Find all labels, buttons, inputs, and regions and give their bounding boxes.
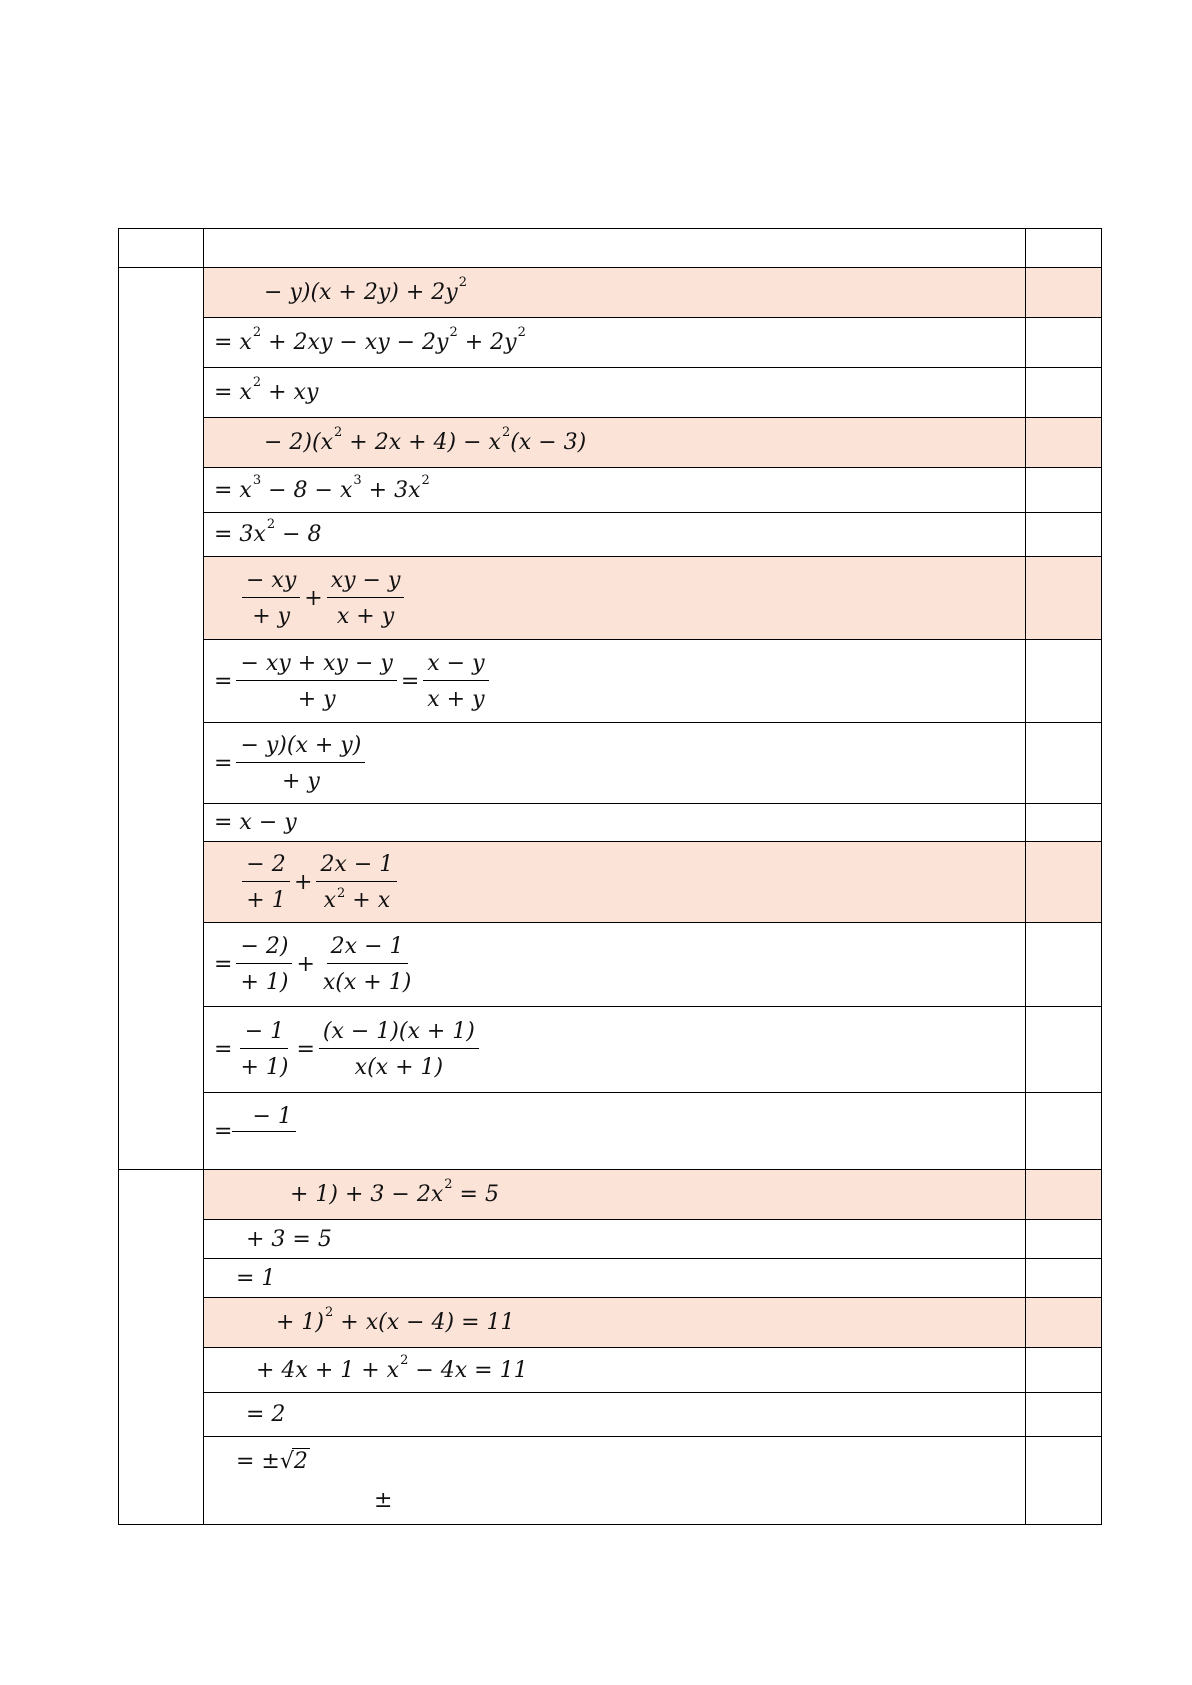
score-cell [1026, 1348, 1102, 1393]
score-cell [1026, 1007, 1102, 1093]
table-row [119, 1393, 1102, 1437]
score-cell [1026, 468, 1102, 513]
fraction: $\frac{- xy + xy - y}{+ y}$ [236, 651, 396, 712]
step-cell: = x − y [204, 804, 1026, 842]
step-cell: = $\frac{- xy + xy - y}{+ y}$ = $\frac{x - y}{x + y}$ [204, 640, 1026, 723]
score-cell [1026, 640, 1102, 723]
fraction: $\frac{- 2}{+ 1}$ [242, 852, 290, 913]
score-cell [1026, 923, 1102, 1007]
score-cell [1026, 1298, 1102, 1348]
score-cell [1026, 268, 1102, 318]
score-cell [1026, 318, 1102, 368]
table-row [119, 268, 1102, 318]
step-cell: + 4x + 1 + x 2 − 4x = 11 [204, 1348, 1026, 1393]
table-row [119, 1259, 1102, 1298]
score-cell [1026, 557, 1102, 640]
solution-table [118, 228, 1102, 1525]
score-cell [1026, 1437, 1102, 1525]
score-cell [1026, 842, 1102, 923]
table-row [119, 368, 1102, 418]
table-row [119, 318, 1102, 368]
step-cell: = 3x 2 − 8 [204, 513, 1026, 557]
fraction: $\frac{(x - 1)(x + 1)}{x(x + 1)}$ [319, 1019, 479, 1080]
step-cell: = x 2 + 2xy − xy − 2y 2 + 2y 2 [204, 318, 1026, 368]
step-cell: − y)(x + 2y) + 2y 2 [204, 268, 1026, 318]
header-cell-content [204, 229, 1026, 268]
table-row [119, 842, 1102, 923]
header-cell-question [119, 229, 204, 268]
fraction: $\frac{- y)(x + y)}{+ y}$ [236, 733, 365, 794]
table-row [119, 1093, 1102, 1170]
question-number-cell [119, 268, 204, 1170]
table-row [119, 640, 1102, 723]
table-row [119, 1007, 1102, 1093]
step-cell: + 3 = 5 [204, 1220, 1026, 1259]
step-cell: $\frac{- 2}{+ 1}$ + $\frac{2x - 1}{x^2 + x}$ [204, 842, 1026, 923]
table-row [119, 468, 1102, 513]
step-cell: + 1) 2 + x(x − 4) = 11 [204, 1298, 1026, 1348]
step-cell: = x 2 + xy [204, 368, 1026, 418]
fraction: $\frac{2x - 1}{x(x + 1)}$ [322, 934, 412, 995]
step-cell: = $\frac{- 1}{+ 1)}$ = $\frac{(x - 1)(x + 1)}{x(x + 1)}$ [204, 1007, 1026, 1093]
step-cell: = − 1 [204, 1093, 1026, 1170]
fraction: $\frac{2x - 1}{x^2 + x}$ [316, 852, 397, 913]
step-cell: = $\frac{- 2)}{+ 1)}$ + $\frac{2x - 1}{x(x + 1)}$ [204, 923, 1026, 1007]
fraction: − 1 [232, 1104, 295, 1158]
table-row [119, 513, 1102, 557]
fraction: $\frac{x - y}{x + y}$ [423, 651, 488, 712]
table-row [119, 1170, 1102, 1220]
step-cell: = 1 [204, 1259, 1026, 1298]
table-row [119, 723, 1102, 804]
table-row [119, 804, 1102, 842]
score-cell [1026, 513, 1102, 557]
score-cell [1026, 1170, 1102, 1220]
table-row [119, 557, 1102, 640]
fraction: $\frac{- 1}{+ 1)}$ [240, 1019, 289, 1080]
table-row [119, 1348, 1102, 1393]
step-cell: = $\frac{- y)(x + y)}{+ y}$ [204, 723, 1026, 804]
step-cell: = ± √ 2 ± [204, 1437, 1026, 1525]
fraction: $\frac{xy - y}{x + y}$ [327, 568, 405, 629]
question-number-cell [119, 1170, 204, 1525]
score-cell [1026, 368, 1102, 418]
score-cell [1026, 804, 1102, 842]
score-cell [1026, 1259, 1102, 1298]
table-row [119, 1437, 1102, 1525]
table-row [119, 923, 1102, 1007]
step-cell: − 2)(x 2 + 2x + 4) − x 2 (x − 3) [204, 418, 1026, 468]
step-cell: = x 3 − 8 − x 3 + 3x 2 [204, 468, 1026, 513]
score-cell [1026, 723, 1102, 804]
table-row [119, 1298, 1102, 1348]
fraction: $\frac{- 2)}{+ 1)}$ [236, 934, 292, 995]
score-cell [1026, 418, 1102, 468]
table-row [119, 418, 1102, 468]
score-cell [1026, 1393, 1102, 1437]
fraction: $\frac{- xy}{+ y}$ [242, 568, 300, 629]
step-cell: $\frac{- xy}{+ y}$ + $\frac{xy - y}{x + y}$ [204, 557, 1026, 640]
score-cell [1026, 1220, 1102, 1259]
score-cell [1026, 1093, 1102, 1170]
table-row [119, 1220, 1102, 1259]
step-cell: + 1) + 3 − 2x 2 = 5 [204, 1170, 1026, 1220]
header-cell-score [1026, 229, 1102, 268]
table-header-row [119, 229, 1102, 268]
step-cell: = 2 [204, 1393, 1026, 1437]
